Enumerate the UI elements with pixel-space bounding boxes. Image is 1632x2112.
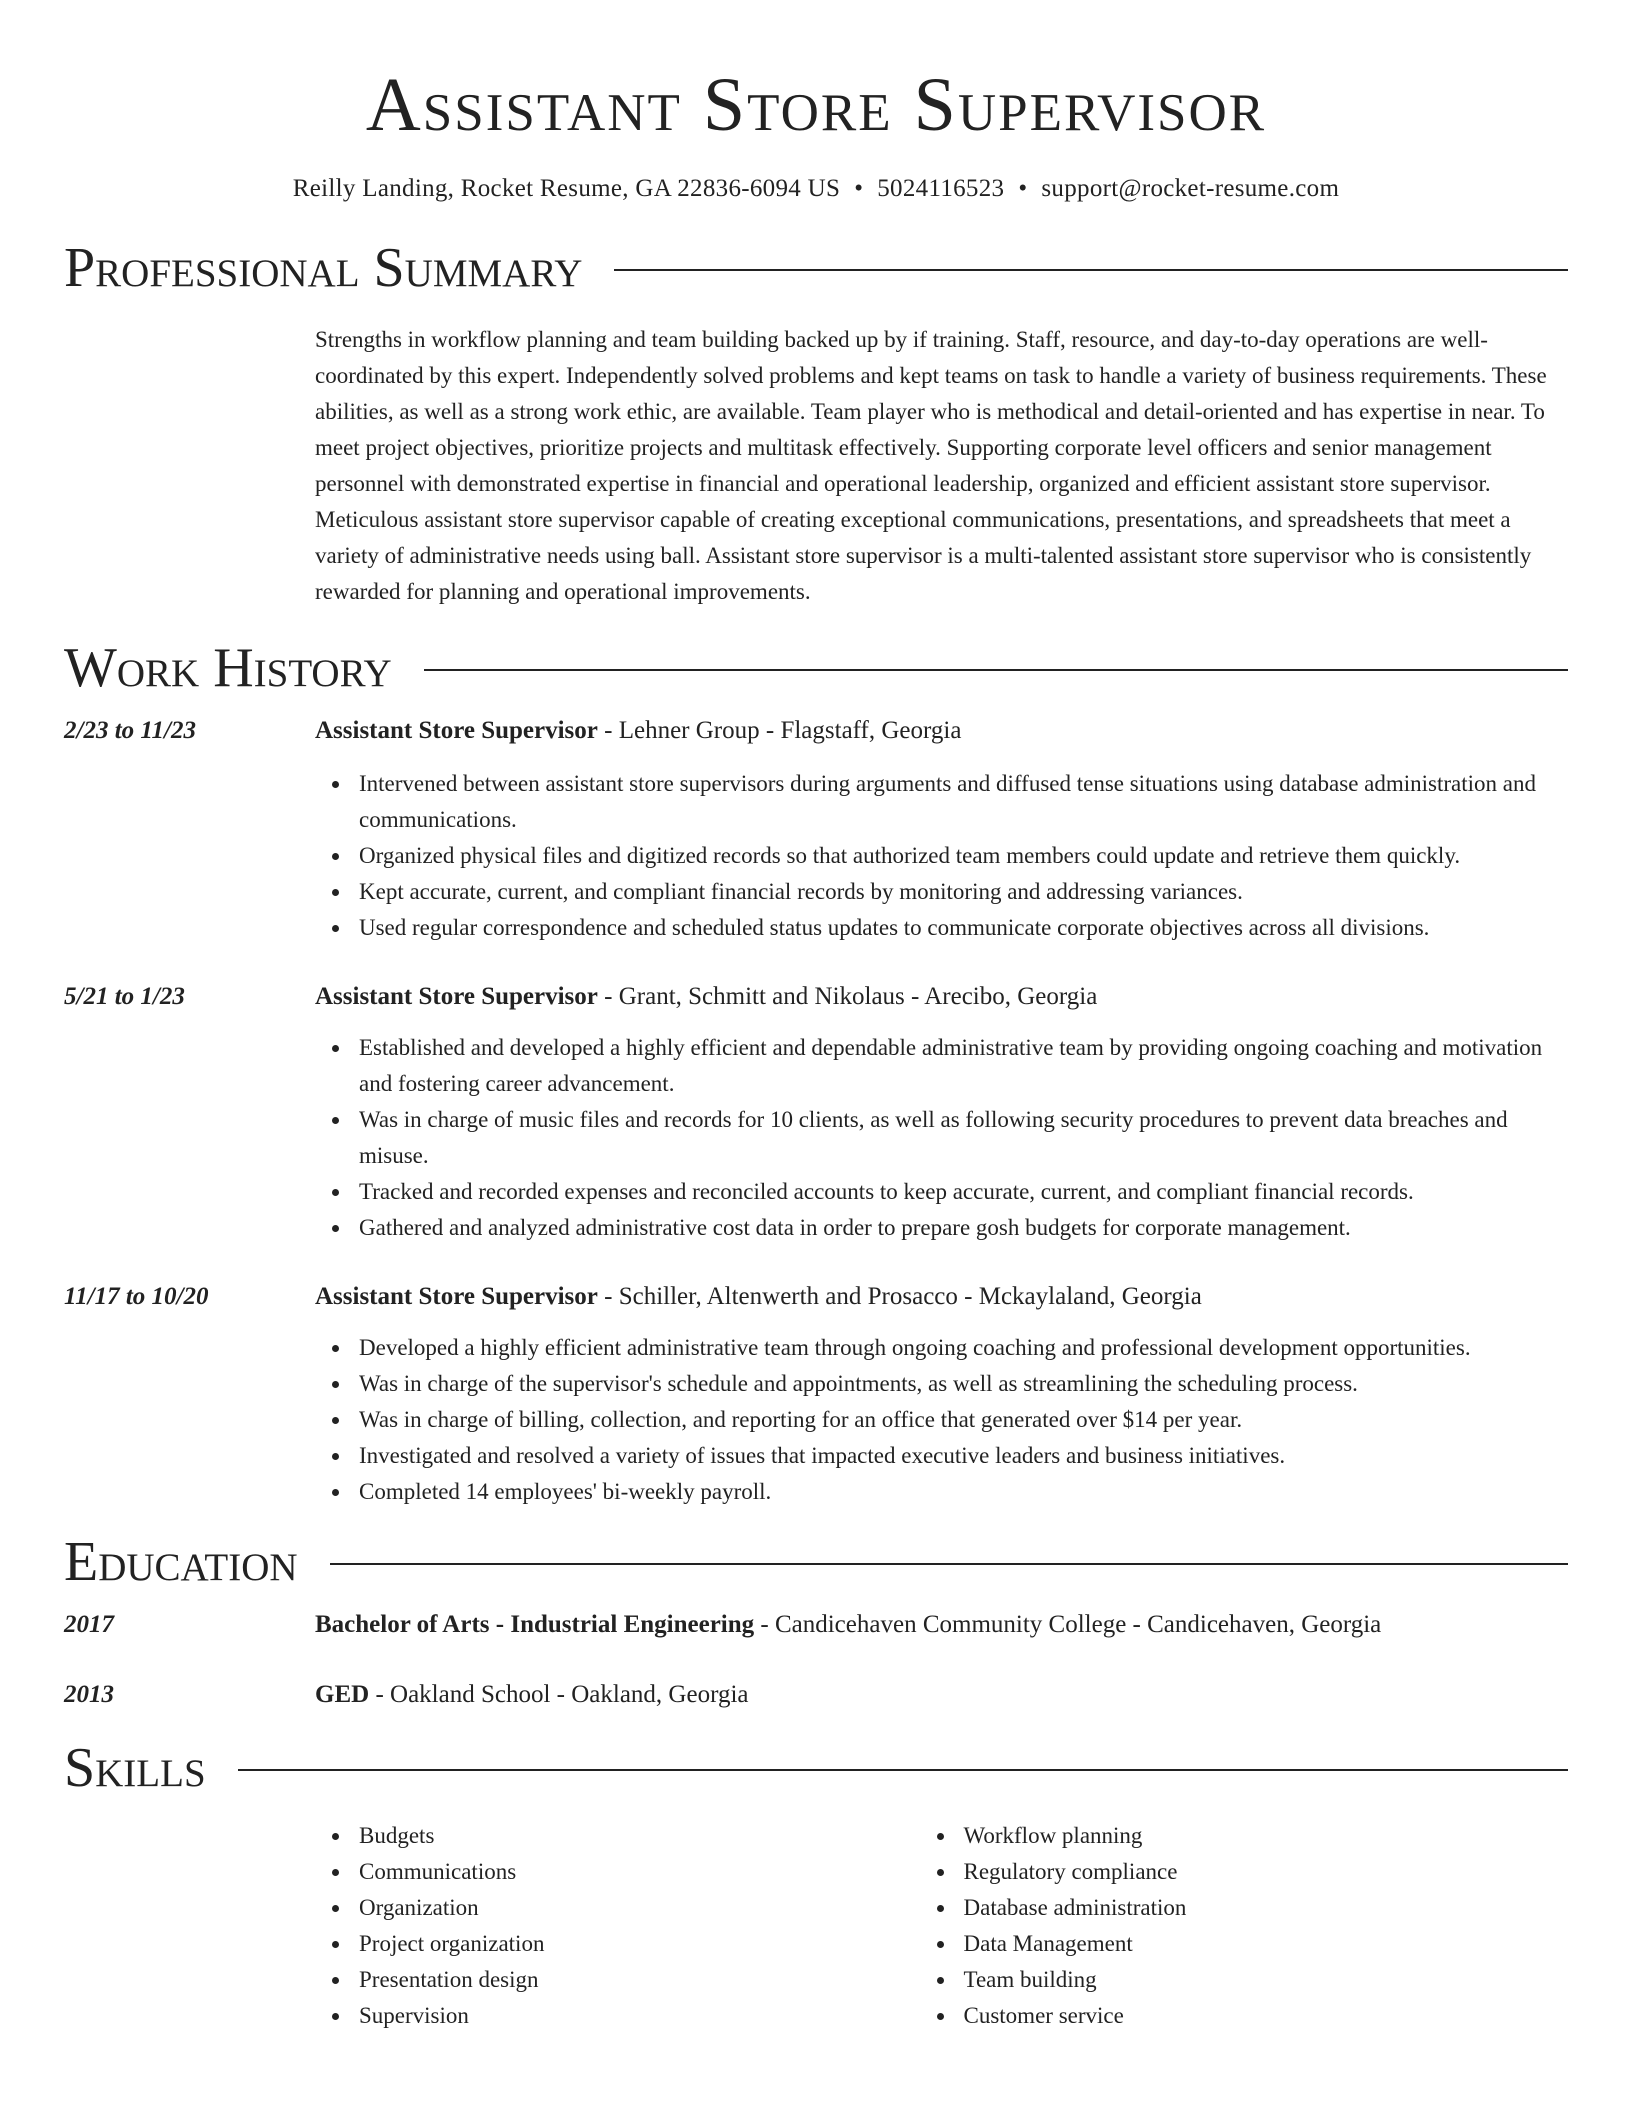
section-summary-header: [64, 236, 1568, 300]
skill-item: Communications: [359, 1854, 964, 1890]
section-title: Education: [64, 1531, 298, 1593]
job-title: Assistant Store Supervisor: [315, 717, 598, 744]
contact-separator: •: [1018, 175, 1028, 202]
education-line: [315, 1608, 1381, 1642]
job-bullet: Organized physical files and digitized records so that authorized team members could update and retrieve them quickly.: [359, 838, 1568, 874]
skill-item: Organization: [359, 1890, 964, 1926]
job-bullet: Intervened between assistant store supervisors during arguments and diffused tense situations using database administration and communications.: [359, 766, 1568, 838]
education-degree: GED: [315, 1681, 370, 1708]
education-details: - Oakland School - Oakland, Georgia: [369, 1681, 749, 1708]
job-entry: [64, 714, 1568, 946]
skill-item: Supervision: [359, 1998, 964, 2034]
skill-item: Regulatory compliance: [964, 1854, 1569, 1890]
skill-item: Project organization: [359, 1926, 964, 1962]
contact-email: support@rocket-resume.com: [1041, 175, 1340, 202]
education-line: [315, 1678, 748, 1712]
skill-item: Data Management: [964, 1926, 1569, 1962]
skill-item: Workflow planning: [964, 1818, 1569, 1854]
job-entry: [64, 980, 1568, 1246]
skill-item: Database administration: [964, 1890, 1569, 1926]
skill-item: Customer service: [964, 1998, 1569, 2034]
section-education-header: [64, 1530, 1568, 1594]
skills-column-left: [359, 1818, 964, 2034]
section-work-header: [64, 636, 1568, 700]
section-divider: [330, 1563, 1568, 1565]
job-title: Assistant Store Supervisor: [315, 983, 598, 1010]
job-title-line: [315, 980, 1097, 1014]
job-title-line: [315, 714, 961, 748]
job-bullets: [64, 766, 1568, 946]
resume-name: Assistant Store Supervisor: [365, 63, 1267, 147]
job-bullet: Established and developed a highly efficient and dependable administrative team by providing ongoing coaching and motivation and fostering career advancement.: [359, 1030, 1568, 1102]
skill-item: Team building: [964, 1962, 1569, 1998]
job-details: - Lehner Group - Flagstaff, Georgia: [597, 717, 962, 744]
job-details: - Grant, Schmitt and Nikolaus - Arecibo, Georgia: [597, 983, 1098, 1010]
contact-phone: 5024116523: [877, 175, 1005, 202]
job-bullet: Gathered and analyzed administrative cost data in order to prepare gosh budgets for corporate management.: [359, 1210, 1568, 1246]
job-bullet: Was in charge of music files and records for 10 clients, as well as following security procedures to prevent data breaches and misuse.: [359, 1102, 1568, 1174]
job-dates: 5/21 to 1/23: [64, 983, 185, 1010]
skills-list: [359, 1818, 1568, 2034]
job-bullet: Developed a highly efficient administrative team through ongoing coaching and professional development opportunities.: [359, 1330, 1568, 1366]
job-dates: 2/23 to 11/23: [64, 717, 196, 744]
education-year: 2017: [64, 1611, 114, 1638]
job-entry: [64, 1280, 1568, 1510]
contact-separator: •: [854, 175, 864, 202]
section-divider: [424, 669, 1568, 671]
job-bullet: Kept accurate, current, and compliant financial records by monitoring and addressing variances.: [359, 874, 1568, 910]
job-details: - Schiller, Altenwerth and Prosacco - Mckaylaland, Georgia: [597, 1283, 1202, 1310]
skills-column-right: [964, 1818, 1569, 2034]
education-entry: [64, 1678, 1568, 1712]
job-bullet: Was in charge of the supervisor's schedule and appointments, as well as streamlining the scheduling process.: [359, 1366, 1568, 1402]
skill-item: Presentation design: [359, 1962, 964, 1998]
job-bullets: [64, 1330, 1568, 1510]
education-year: 2013: [64, 1681, 114, 1708]
job-title: Assistant Store Supervisor: [315, 1283, 598, 1310]
section-divider: [614, 269, 1568, 271]
section-title: Professional Summary: [64, 237, 583, 299]
skill-item: Budgets: [359, 1818, 964, 1854]
contact-line: [64, 172, 1568, 206]
job-title-line: [315, 1280, 1202, 1314]
job-bullet: Tracked and recorded expenses and reconciled accounts to keep accurate, current, and compliant financial records.: [359, 1174, 1568, 1210]
job-bullet: Used regular correspondence and scheduled status updates to communicate corporate objectives across all divisions.: [359, 910, 1568, 946]
job-dates: 11/17 to 10/20: [64, 1283, 209, 1310]
summary-text: Strengths in workflow planning and team building backed up by if training. Staff, resource, and day-to-day operations are well-coordinated by this expert. Independently solved problems and kept teams on task to handle a variety of business requirements. These abilities, as well as a strong work ethic, are available. Team player who is methodical and detail-oriented and has expertise in near. To meet project objectives, prioritize projects and multitask effectively. Supporting corporate level officers and senior management personnel with demonstrated expertise in financial and operational leadership, organized and efficient assistant store supervisor. Meticulous assistant store supervisor capable of creating exceptional communications, presentations, and spreadsheets that meet a variety of administrative needs using ball. Assistant store supervisor is a multi-talented assistant store supervisor who is consistently rewarded for planning and operational improvements.: [315, 327, 1547, 604]
contact-address: Reilly Landing, Rocket Resume, GA 22836-6094 US: [292, 175, 841, 202]
section-divider: [238, 1769, 1568, 1771]
job-bullet: Investigated and resolved a variety of issues that impacted executive leaders and business initiatives.: [359, 1438, 1568, 1474]
job-bullet: Completed 14 employees' bi-weekly payroll.: [359, 1474, 1568, 1510]
education-degree: Bachelor of Arts - Industrial Engineering: [315, 1611, 755, 1638]
job-bullets: [64, 1030, 1568, 1246]
education-details: - Candicehaven Community College - Candicehaven, Georgia: [754, 1611, 1382, 1638]
job-bullet: Was in charge of billing, collection, and reporting for an office that generated over $14 per year.: [359, 1402, 1568, 1438]
education-entry: [64, 1608, 1568, 1642]
resume-page: [64, 0, 1568, 2034]
section-title: Skills: [64, 1737, 206, 1799]
section-title: Work History: [64, 637, 392, 699]
section-skills-header: [64, 1736, 1568, 1800]
